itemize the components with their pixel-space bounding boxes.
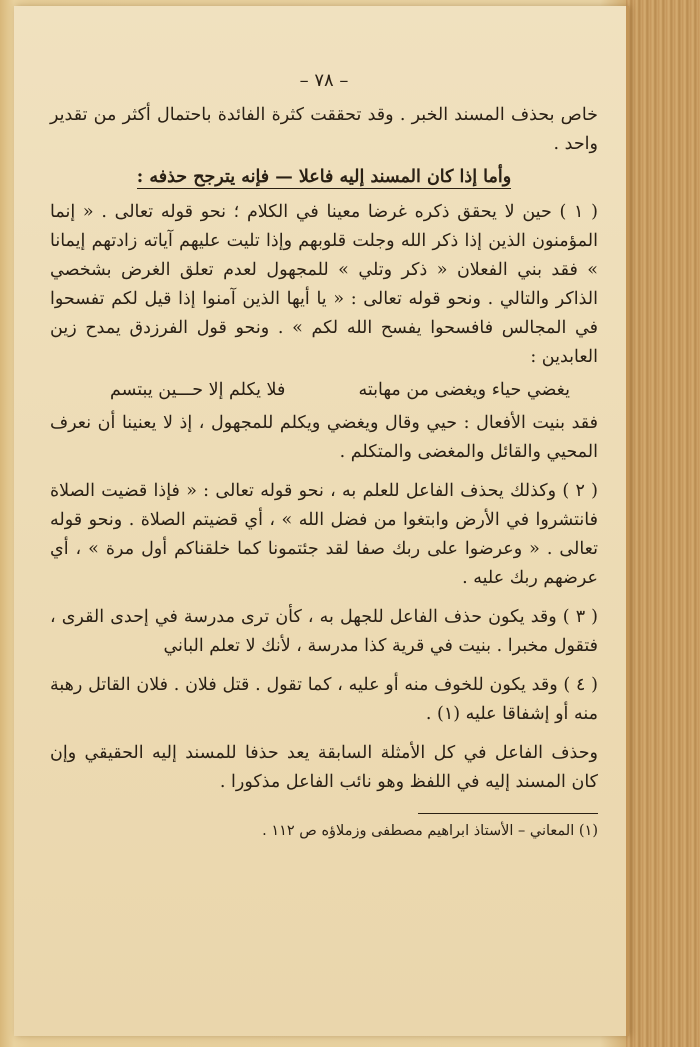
footnote-divider [418, 813, 598, 814]
section-heading [50, 163, 598, 192]
paragraph-3: ( ٣ ) وقد يكون حذف الفاعل للجهل به ، كأن ترى مدرسة في إحدى القرى ، فتقول مخبرا . بنيت في قرية كذا مدرسة ، لأنك لا تعلم الباني [50, 607, 599, 656]
paragraph-1-continued: فقد بنيت الأفعال : حيي وقال ويغضي ويكلم للمجهول ، إذ لا يعنينا أن نعرف المحيي والقائل والمغضى والمتكلم . [50, 413, 598, 462]
poetry-verse [50, 372, 598, 409]
page-edges [626, 0, 700, 1047]
paragraph-intro: خاص بحذف المسند الخبر . وقد تحققت كثرة الفائدة باحتمال أكثر من تقدير واحد . [50, 105, 598, 154]
footnote: (١) المعاني – الأستاذ ابراهيم مصطفى وزملاؤه ص ١١٢ . [262, 823, 598, 839]
book-page [14, 6, 629, 1036]
verse-first-hemistich: يغضي حياء ويغضى من مهابته [358, 380, 570, 400]
verse-second-hemistich: فلا يكلم إلا حـــين يبتسم [110, 380, 286, 400]
page-content [50, 66, 598, 842]
paragraph-4: ( ٤ ) وقد يكون للخوف منه أو عليه ، كما تقول . قتل فلان . فلان القاتل رهبة منه أو إشفاقا عليه (١) . [50, 675, 599, 724]
paragraph-2: ( ٢ ) وكذلك يحذف الفاعل للعلم به ، نحو قوله تعالى : « فإذا قضيت الصلاة فانتشروا في الأرض وابتغوا من فضل الله » ، أي قضيتم الصلاة . ونحو قوله تعالى . « وعرضوا على ربك صفا لقد جئتمونا كما خلقناكم أول مرة » ، أي عرضهم ربك عليه . [50, 481, 598, 588]
paragraph-5: وحذف الفاعل في كل الأمثلة السابقة يعد حذفا للمسند إليه الحقيقي وإن كان المسند إليه في اللفظ وهو نائب الفاعل مذكورا . [50, 743, 598, 792]
section-heading-text: وأما إذا كان المسند إليه فاعلا — فإنه يترجح حذفه : [136, 167, 512, 187]
page-number: – ٧٨ – [299, 70, 349, 91]
paragraph-1: ( ١ ) حين لا يحقق ذكره غرضا معينا في الكلام ؛ نحو قوله تعالى . « إنما المؤمنون الذين إذا ذكر الله وجلت قلوبهم وإذا تليت عليهم آياته زادتهم إيمانا » فقد بني الفعلان « ذكر وتلي » للمجهول لعدم تعلق الغرض بشخصي الذاكر والتالي . ونحو قوله تعالى : « يا أيها الذين آمنوا إذا قيل لكم تفسحوا في المجالس فافسحوا يفسح الله لكم » . ونحو قول الفرزدق يمدح زين العابدين : [50, 202, 599, 367]
